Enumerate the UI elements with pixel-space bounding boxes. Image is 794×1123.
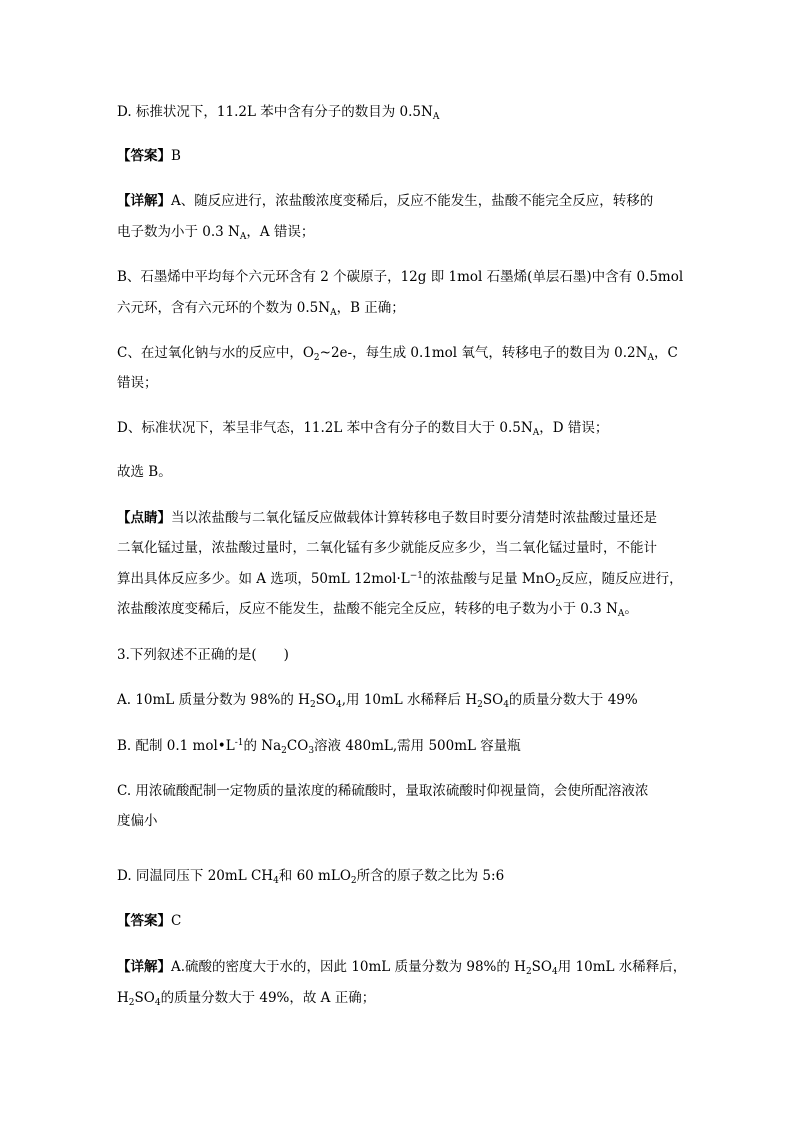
section-label: 【答案】 <box>117 913 171 929</box>
text-run: SO <box>134 990 155 1006</box>
subscript: A <box>239 232 247 242</box>
text-run: 反应，随反应进行， <box>561 571 683 587</box>
q2-detail-b-line1 <box>117 267 684 287</box>
text-run: 二氧化锰过量，浓盐酸过量时，二氧化锰有多少就能反应多少，当二氧化锰过量时，不能计 <box>117 540 657 556</box>
q2-detail-b-line2 <box>117 298 677 318</box>
q3-detail-a-line2 <box>117 988 677 1008</box>
section-label: 【点睛】 <box>117 510 171 526</box>
subscript: A <box>647 353 654 363</box>
text-run: 3.下列叙述不正确的是( ) <box>117 647 289 663</box>
text-run: ~2e-，每生成 0.1mol 氧气，转移电子的数目为 0.2N <box>319 345 648 361</box>
q2-tip-line2 <box>117 538 677 558</box>
subscript: 3 <box>308 746 315 756</box>
q2-detail-c-line1 <box>117 343 677 363</box>
q3-answer <box>117 911 677 931</box>
q2-detail-d <box>117 418 677 438</box>
subscript: 4 <box>273 876 279 886</box>
superscript: -1 <box>234 738 244 748</box>
text-run: C. 用浓硫酸配制一定物质的量浓度的稀硫酸时，量取浓硫酸时仰视量筒，会使所配溶液浓 <box>117 783 649 799</box>
text-run: 故选 B。 <box>117 464 172 480</box>
text-run: 。 <box>624 601 638 617</box>
text-run: 算出具体反应多少。如 A 选项，50mL 12mol·L <box>117 571 410 587</box>
text-run: 和 60 mLO <box>278 868 351 884</box>
q3-option-c-line1 <box>117 781 677 801</box>
q2-tip-line1 <box>117 508 677 528</box>
q2-answer <box>117 146 677 166</box>
subscript: 2 <box>128 998 135 1008</box>
text-run: 用 10mL 水稀释后， <box>557 959 687 975</box>
section-label: 【详解】 <box>117 959 171 975</box>
q3-detail-a-line1 <box>117 957 687 977</box>
section-label: 【详解】 <box>117 193 171 209</box>
text-run: B、石墨烯中平均每个六元环含有 2 个碳原子，12g 即 1mol 石墨烯(单层石墨)中含有 0.5mol <box>117 269 684 285</box>
q3-option-a <box>117 690 677 710</box>
text-run: A. 10mL 质量分数为 98%的 H <box>117 692 310 708</box>
text-run: SO <box>482 692 504 708</box>
q2-conclusion <box>117 462 677 482</box>
text-run: SO <box>315 692 336 708</box>
text-run: A.硫酸的密度大于水的，因此 10mL 质量分数为 98%的 H <box>171 959 526 975</box>
q2-tip-line3 <box>117 569 683 589</box>
text-run: C <box>171 913 182 929</box>
text-run: ，B 正确； <box>336 300 405 316</box>
subscript: A <box>432 112 440 122</box>
text-run: 错误； <box>117 375 158 391</box>
subscript: 2 <box>477 700 483 710</box>
q2-detail-c-line2 <box>117 373 677 393</box>
subscript: 2 <box>313 353 320 363</box>
q3-stem <box>117 645 677 665</box>
text-run: 溶液 480mL,需用 500mL 容量瓶 <box>314 738 521 754</box>
subscript: 4 <box>154 998 161 1008</box>
text-run: 的浓盐酸与足量 MnO <box>423 571 556 587</box>
subscript: 2 <box>281 746 287 756</box>
subscript: 4 <box>336 700 342 710</box>
text-run: 的质量分数大于 49% <box>508 692 638 708</box>
q2-tip-line4 <box>117 599 677 619</box>
text-run: 六元环，含有六元环的个数为 0.5N <box>117 300 331 316</box>
subscript: 2 <box>525 967 532 977</box>
text-run: D. 同温同压下 20mL CH <box>117 868 274 884</box>
text-run: 的质量分数大于 49%，故 A 正确； <box>160 990 376 1006</box>
text-run: B. 配制 0.1 mol•L <box>117 738 235 754</box>
subscript: A <box>330 308 337 318</box>
text-run: C、在过氧化钠与水的反应中，O <box>117 345 314 361</box>
subscript: 2 <box>309 700 316 710</box>
subscript: 4 <box>503 700 509 710</box>
q3-option-b <box>117 736 677 756</box>
section-label: 【答案】 <box>117 148 171 164</box>
text-run: H <box>117 990 129 1006</box>
text-run: 的 Na <box>243 738 282 754</box>
text-run: SO <box>531 959 552 975</box>
subscript: 2 <box>555 579 562 589</box>
subscript: A <box>532 428 540 438</box>
q2-option-d <box>117 102 677 122</box>
text-run: 度偏小 <box>117 813 158 829</box>
q3-option-c-line2 <box>117 811 677 831</box>
q3-option-d <box>117 866 677 886</box>
subscript: 2 <box>350 876 357 886</box>
text-run: D. 标推状况下，11.2L 苯中含有分子的数目为 0.5N <box>117 104 433 120</box>
text-run: ，C <box>653 345 678 361</box>
text-run: 当以浓盐酸与二氧化锰反应做载体计算转移电子数目时要分清楚时浓盐酸过量还是 <box>171 510 657 526</box>
text-run: ，D 错误； <box>539 420 609 436</box>
text-run: 所含的原子数之比为 5:6 <box>356 868 505 884</box>
text-run: 电子数为小于 0.3 N <box>117 224 240 240</box>
text-run: D、标准状况下，苯呈非气态，11.2L 苯中含有分子的数目大于 0.5N <box>117 420 533 436</box>
q2-detail-a-line2 <box>117 222 677 242</box>
subscript: 4 <box>552 967 558 977</box>
text-run: CO <box>286 738 309 754</box>
text-run: B <box>171 148 181 164</box>
subscript: A <box>617 609 625 619</box>
text-run: A、随反应进行，浓盐酸浓度变稀后，反应不能发生，盐酸不能完全反应，转移的 <box>171 193 654 209</box>
text-run: ，A 错误； <box>246 224 315 240</box>
superscript: −1 <box>409 571 424 581</box>
q2-detail-a-line1 <box>117 191 677 211</box>
text-run: 浓盐酸浓度变稀后，反应不能发生，盐酸不能完全反应，转移的电子数为小于 0.3 N <box>117 601 618 617</box>
text-run: ,用 10mL 水稀释后 H <box>341 692 478 708</box>
